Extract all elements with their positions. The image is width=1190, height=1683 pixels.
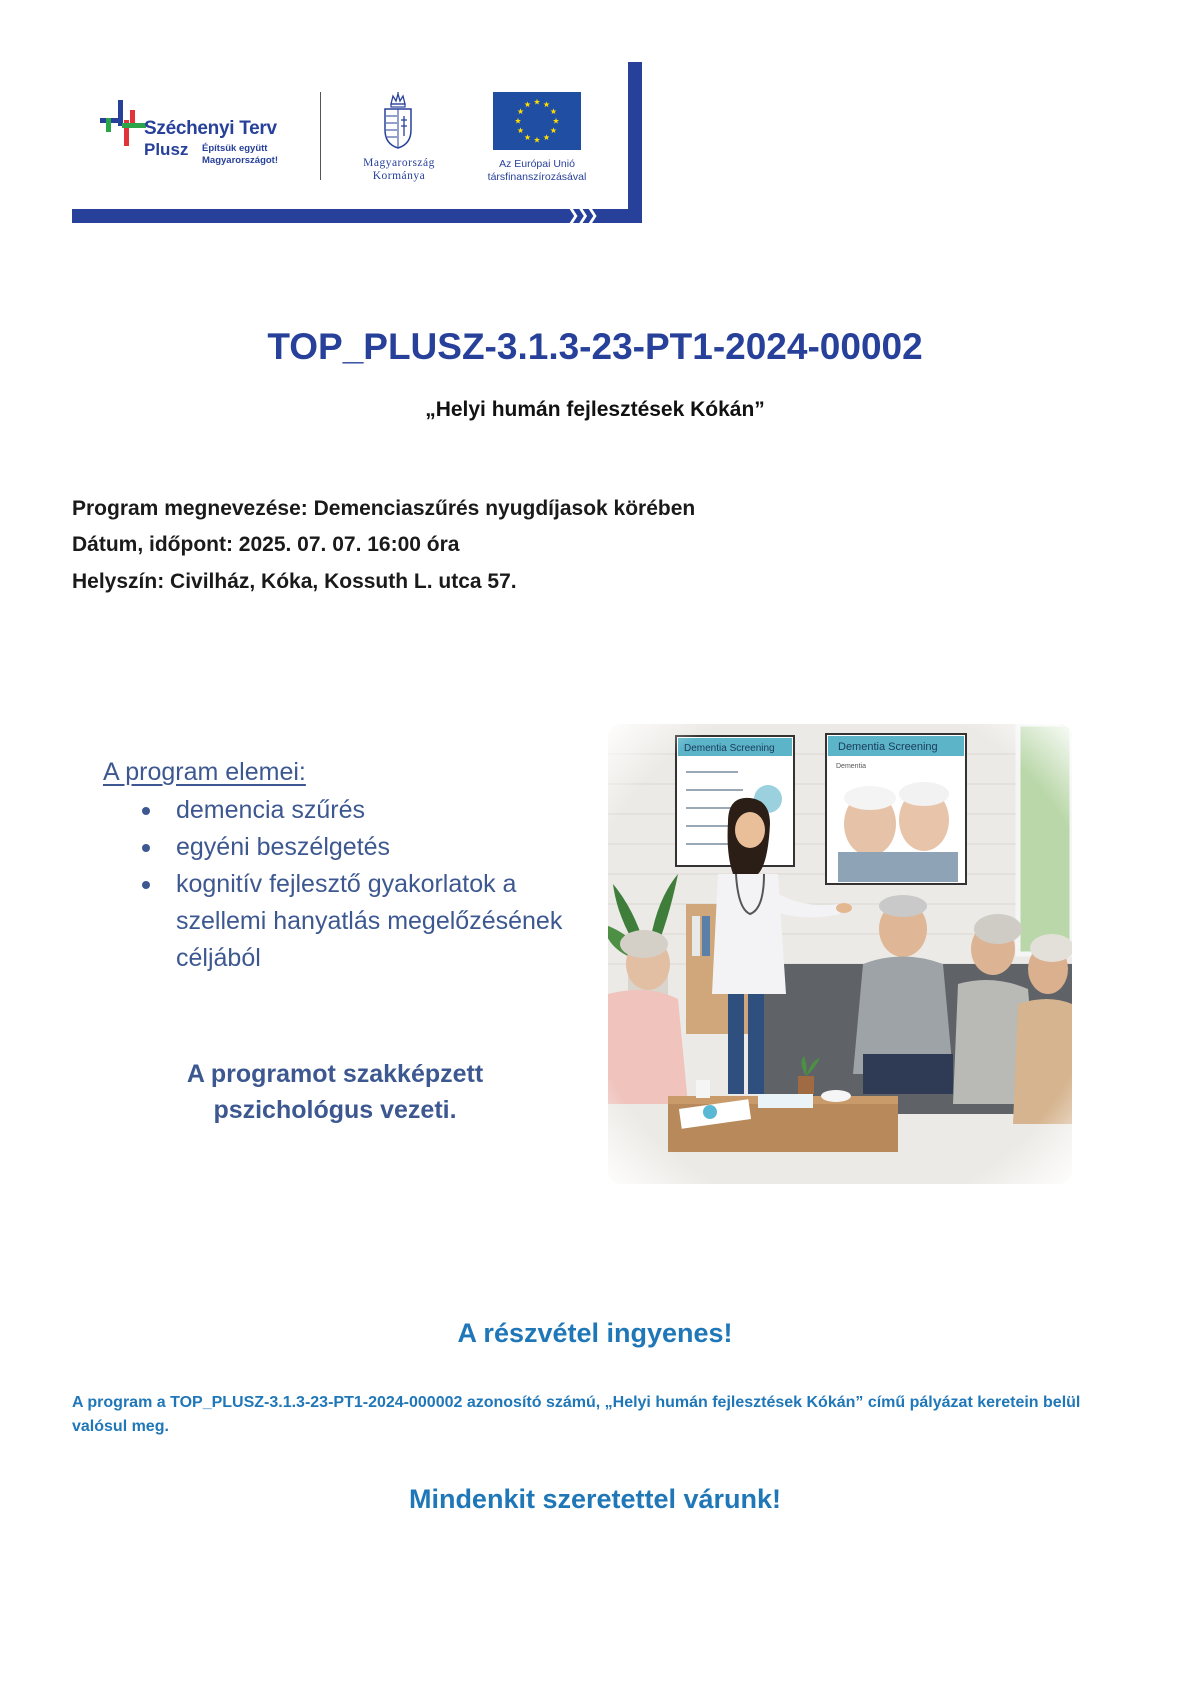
bullet-icon: [142, 881, 150, 889]
project-subtitle: „Helyi humán fejlesztések Kókán”: [425, 398, 765, 421]
program-date: Dátum, időpont: 2025. 07. 07. 16:00 óra: [72, 533, 460, 556]
program-leader-note: A programot szakképzett pszichológus vezeti.: [186, 1060, 484, 1124]
szechenyi-slogan: Építsük együtt Magyarországot!: [202, 143, 279, 166]
government-line-2: Kormánya: [372, 170, 426, 182]
free-participation-note: A részvétel ingyenes!: [457, 1318, 733, 1348]
list-item: [138, 866, 578, 977]
eu-line-2: társfinanszírozásával: [487, 171, 587, 183]
government-line-1: Magyarország: [363, 157, 435, 169]
eu-cofinancing-text: [470, 158, 604, 184]
program-place: Helyszín: Civilház, Kóka, Kossuth L. utca 57.: [72, 570, 517, 593]
funding-note: A program a TOP_PLUSZ-3.1.3-23-PT1-2024-000002 azonosító számú, „Helyi humán fejlesztések Kókán” című pályázat keretein belül valósul meg.: [72, 1394, 1081, 1435]
szechenyi-title: Széchenyi Terv: [144, 118, 277, 139]
list-item: [138, 792, 578, 829]
chevrons-down-icon: ∨ ∨ ∨ ∨: [629, 144, 641, 192]
coat-of-arms-icon: [382, 92, 414, 150]
project-id-heading: TOP_PLUSZ-3.1.3-23-PT1-2024-00002: [267, 326, 923, 367]
szechenyi-cross-icon: [100, 100, 146, 146]
program-name: Program megnevezése: Demenciaszűrés nyugdíjasok körében: [72, 497, 696, 520]
eu-line-1: Az Európai Unió: [499, 158, 575, 170]
list-item-text: egyéni beszélgetés: [176, 833, 391, 861]
welcome-message: Mindenkit szeretettel várunk!: [408, 1484, 782, 1514]
band-bottom-bar: [72, 209, 642, 223]
band-right-bar: [628, 62, 642, 223]
bullet-icon: [142, 844, 150, 852]
list-item-text: demencia szűrés: [176, 796, 365, 824]
government-name: [334, 157, 464, 183]
logo-band: [72, 62, 642, 224]
program-elements-heading: A program elemei:: [103, 758, 306, 786]
arrows-right-icon: ❯❯❯: [567, 207, 596, 224]
dementia-screening-illustration: [608, 724, 1072, 1184]
bullet-icon: [142, 807, 150, 815]
list-item: [138, 829, 578, 866]
list-item-text: kognitív fejlesztő gyakorlatok a szellemi hanyatlás megelőzésének céljából: [176, 870, 563, 972]
eu-flag-icon: [493, 92, 581, 150]
szechenyi-plus: Plusz: [144, 140, 189, 159]
logo-divider: [320, 92, 321, 180]
program-elements-list: [138, 792, 578, 977]
